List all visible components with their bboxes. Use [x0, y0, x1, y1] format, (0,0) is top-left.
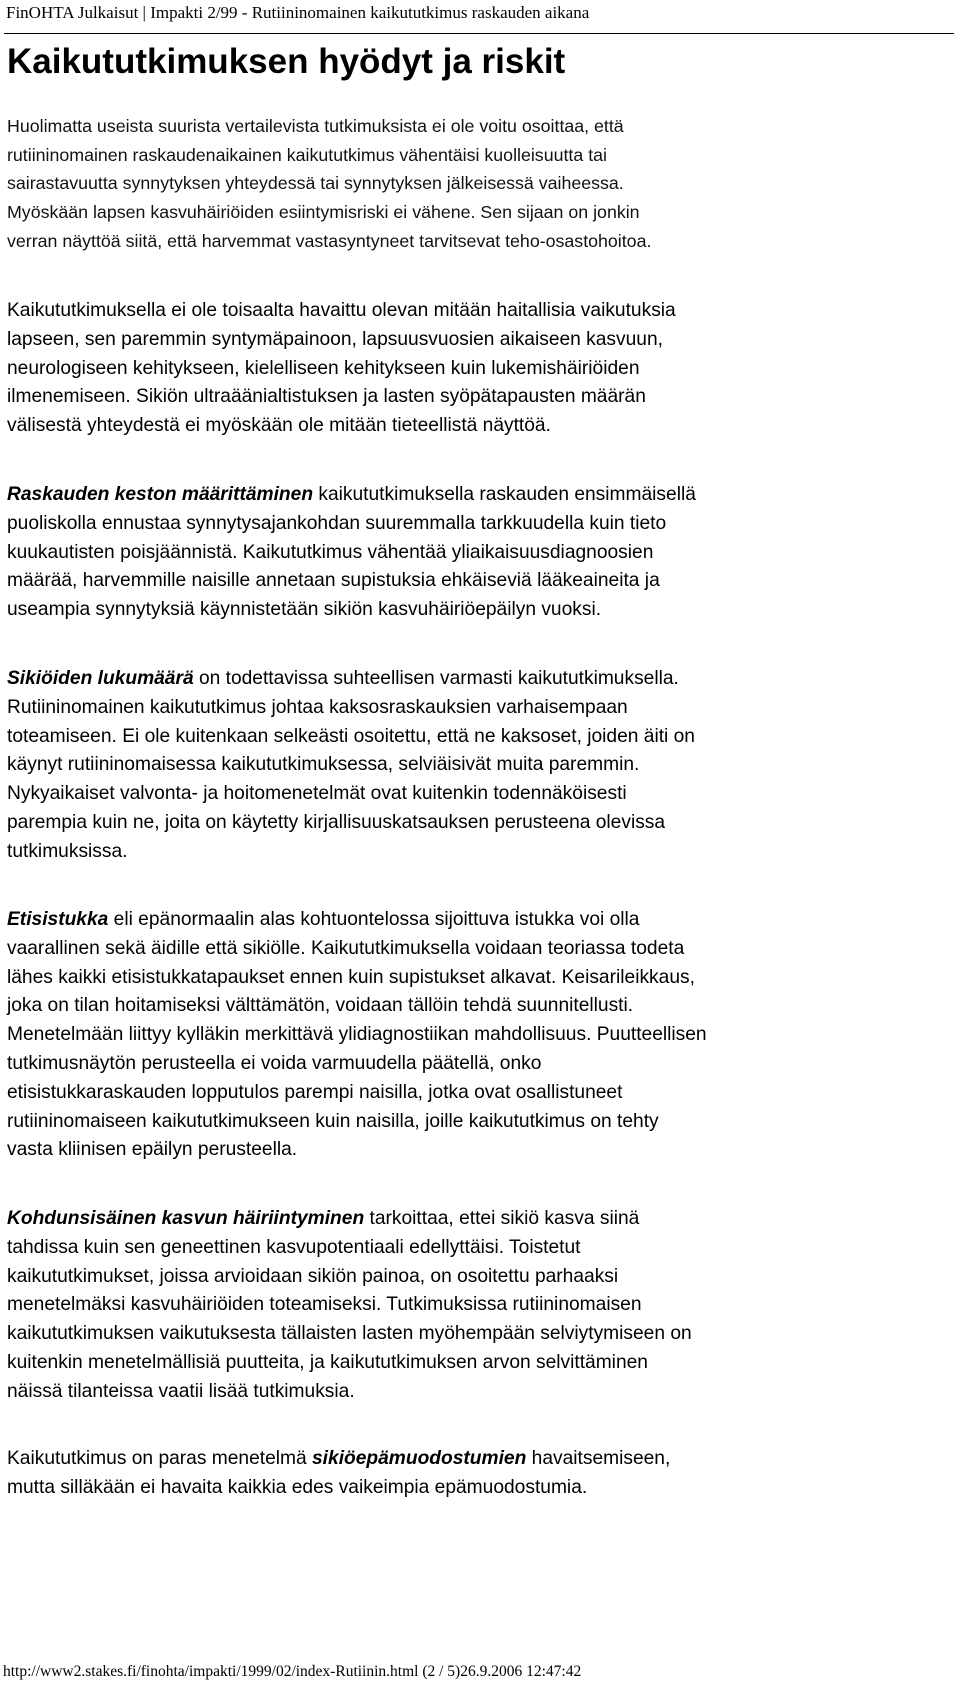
- text-line: verran näyttöä siitä, että harvemmat vastasyntyneet tarvitsevat teho-osastohoitoa.: [7, 230, 652, 251]
- text-line: ilmenemiseen. Sikiön ultraäänialtistuksen ja lasten syöpätapausten määrän: [7, 386, 646, 408]
- text-line: useampia synnytyksiä käynnistetään sikiön kasvuhäiriöepäilyn vuoksi.: [7, 599, 602, 621]
- text-line: parempia kuin ne, joita on käytetty kirjallisuuskatsauksen perusteena olevissa: [7, 811, 666, 833]
- text-line: Menetelmään liittyy kylläkin merkittävä ylidiagnostiikan mahdollisuus. Puutteellisen: [7, 1024, 707, 1046]
- text-line: puoliskolla ennustaa synnytysajankohdan suuremmalla tarkkuudella kuin tieto: [7, 512, 667, 534]
- paragraph-pregnancy-duration: [7, 481, 957, 625]
- paragraph-malformations: [7, 1445, 957, 1503]
- text-line: näissä tilanteissa vaatii lisää tutkimuksia.: [7, 1380, 355, 1402]
- text-run: havaitsemiseen,: [526, 1448, 671, 1469]
- text-run: kaikututkimuksella raskauden ensimmäisellä: [313, 484, 696, 505]
- text-line: Huolimatta useista suurista vertailevista tutkimuksista ei ole voitu osoittaa, että: [7, 116, 624, 136]
- text-line: joka on tilan hoitamiseksi välttämätön, voidaan tällöin tehdä suunnitellusti.: [7, 995, 634, 1017]
- text-line: lapseen, sen paremmin syntymäpainoon, lapsuusvuosien aikaiseen kasvuun,: [7, 328, 663, 350]
- paragraph-safety: [7, 297, 957, 441]
- text-line: etisistukkaraskauden lopputulos parempi naisilla, jotka ovat osallistuneet: [7, 1081, 623, 1103]
- text-line: mutta silläkään ei havaita kaikkia edes vaikeimpia epämuodostumia.: [7, 1476, 588, 1498]
- text-line: Nykyaikaiset valvonta- ja hoitomenetelmät ovat kuitenkin todennäköisesti: [7, 783, 627, 805]
- text-line: [7, 906, 957, 935]
- text-run: tarkoittaa, ettei sikiö kasva siinä: [364, 1208, 640, 1229]
- text-line: Rutiininomainen kaikututkimus johtaa kaksosraskauksien varhaisempaan: [7, 696, 628, 718]
- text-line: tutkimuksissa.: [7, 840, 128, 862]
- text-line: [7, 665, 957, 694]
- text-run: eli epänormaalin alas kohtuontelossa sijoittuva istukka voi olla: [108, 909, 640, 930]
- text-run: Kaikututkimus on paras menetelmä: [7, 1448, 313, 1469]
- text-line: [7, 481, 957, 510]
- text-line: kaikututkimuksen vaikutuksesta tällaisten lasten myöhempään selviytymiseen on: [7, 1323, 692, 1345]
- key-term: Etisistukka: [7, 909, 109, 930]
- text-line: [7, 1445, 957, 1474]
- key-term: sikiöepämuodostumien: [312, 1448, 527, 1469]
- text-line: välisestä yhteydestä ei myöskään ole mitään tieteellistä näyttöä.: [7, 415, 551, 437]
- text-line: kuitenkin menetelmällisiä puutteita, ja kaikututkimuksen arvon selvittäminen: [7, 1351, 648, 1373]
- key-term: Raskauden keston määrittäminen: [7, 484, 314, 505]
- paragraph-fetus-count: [7, 665, 957, 867]
- text-line: sairastavuutta synnytyksen yhteydessä tai synnytyksen jälkeisessä vaiheessa.: [7, 173, 624, 194]
- text-line: vasta kliinisen epäilyn perusteella.: [7, 1139, 298, 1161]
- paragraph-overview: [7, 112, 957, 256]
- text-line: Kaikututkimuksella ei ole toisaalta havaittu olevan mitään haitallisia vaikutuksia: [7, 300, 676, 321]
- text-line: vaarallinen sekä äidille että sikiölle. Kaikututkimuksella voidaan teoriassa todeta: [7, 937, 685, 959]
- header-divider: [4, 33, 954, 34]
- key-term: Kohdunsisäinen kasvun häiriintyminen: [7, 1208, 365, 1229]
- text-line: rutiininomainen raskaudenaikainen kaikututkimus vähentäisi kuolleisuutta tai: [7, 144, 607, 165]
- text-line: lähes kaikki etisistukkatapaukset ennen kuin supistukset alkavat. Keisarileikkaus,: [7, 966, 695, 988]
- text-line: toteamiseen. Ei ole kuitenkaan selkeästi osoitettu, että ne kaksoset, joiden äiti on: [7, 725, 695, 747]
- text-line: määrää, harvemmille naisille annetaan supistuksia ehkäiseviä lääkeaineita ja: [7, 570, 660, 592]
- page-footer-url: http://www2.stakes.fi/finohta/impakti/1999/02/index-Rutiinin.html (2 / 5)26.9.2006 12:47:42: [3, 1663, 582, 1680]
- text-line: menetelmäksi kasvuhäiriöiden toteamiseksi. Tutkimuksissa rutiininomaisen: [7, 1294, 642, 1316]
- text-line: rutiininomaiseen kaikututkimukseen kuin naisilla, joille kaikututkimus on tehty: [7, 1110, 659, 1132]
- text-line: tahdissa kuin sen geneettinen kasvupotentiaali edellyttäisi. Toistetut: [7, 1236, 581, 1258]
- text-line: tutkimusnäytön perusteella ei voida varmuudella päätellä, onko: [7, 1052, 542, 1074]
- text-line: Myöskään lapsen kasvuhäiriöiden esiintymisriski ei vähene. Sen sijaan on jonkin: [7, 202, 640, 223]
- text-line: kuukautisten poisjäännistä. Kaikututkimus vähentää yliaikaisuusdiagnoosien: [7, 541, 654, 563]
- paragraph-placenta-previa: [7, 906, 957, 1165]
- text-line: käynyt rutiininomaisessa kaikututkimuksessa, selviäisivät muita paremmin.: [7, 754, 640, 776]
- page-title: Kaikututkimuksen hyödyt ja riskit: [7, 42, 566, 81]
- paragraph-growth-restriction: [7, 1205, 957, 1407]
- text-line: [7, 1205, 957, 1234]
- text-line: kaikututkimukset, joissa arvioidaan sikiön painoa, on osoitettu parhaaksi: [7, 1265, 619, 1287]
- text-run: on todettavissa suhteellisen varmasti kaikututkimuksella.: [193, 668, 679, 689]
- text-line: neurologiseen kehitykseen, kielelliseen kehitykseen kuin lukemishäiriöiden: [7, 357, 640, 379]
- running-head: FinOHTA Julkaisut | Impakti 2/99 - Rutiininomainen kaikututkimus raskauden aikana: [6, 3, 590, 22]
- key-term: Sikiöiden lukumäärä: [7, 668, 194, 689]
